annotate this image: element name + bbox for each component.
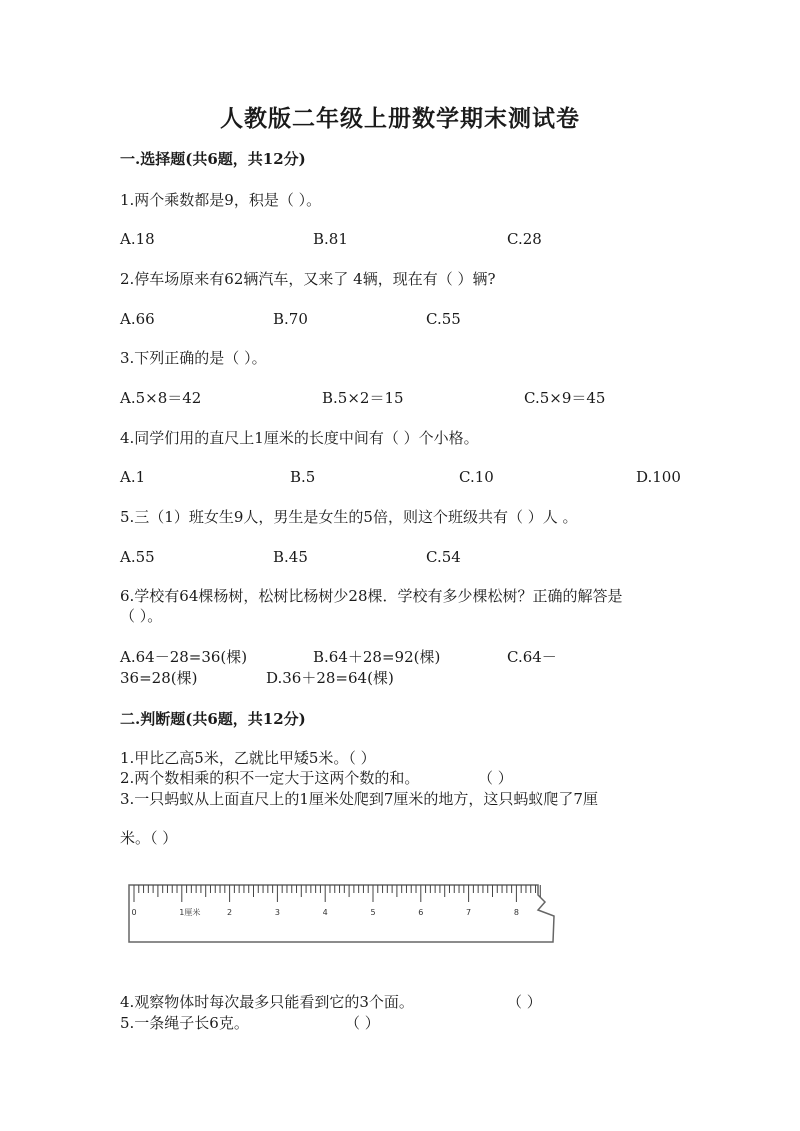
question-4-option-a: A.1: [120, 468, 146, 486]
question-5-option-b: B.45: [273, 548, 308, 566]
question-6-option-b: B.64＋28=92(棵): [313, 648, 441, 666]
question-6-stem-line-1: 6.学校有64棵杨树，松树比杨树少28棵．学校有多少棵松树？正确的解答是: [120, 587, 623, 605]
section-1-heading: 一.选择题(共6题，共12分): [120, 150, 306, 168]
question-2-option-a: A.66: [120, 310, 155, 328]
judge-item-1: 1.甲比乙高5米，乙就比甲矮5米。（ ）: [120, 749, 376, 767]
section-2-heading: 二.判断题(共6题，共12分): [120, 710, 306, 728]
question-1-option-a: A.18: [120, 230, 155, 248]
judge-item-5: 5.一条绳子长6克。: [120, 1014, 249, 1032]
question-3-option-c: C.5×9＝45: [524, 389, 606, 407]
judge-item-4: 4.观察物体时每次最多只能看到它的3个面。: [120, 993, 414, 1011]
ruler-label: 8: [513, 908, 519, 917]
question-4-option-b: B.5: [290, 468, 316, 486]
ruler-label: 4: [322, 908, 328, 917]
question-2-option-b: B.70: [273, 310, 308, 328]
question-6-stem-line-2: （ ）。: [120, 607, 163, 625]
ruler-label: 0: [131, 908, 137, 917]
question-2-stem: 2.停车场原来有62辆汽车，又来了 4辆，现在有（ ）辆?: [120, 270, 496, 288]
question-1-stem: 1.两个乘数都是9，积是（ ）。: [120, 191, 322, 209]
judge-item-5-blank: （ ）: [345, 1014, 380, 1032]
ruler-label: 6: [418, 908, 424, 917]
question-4-option-d: D.100: [636, 468, 681, 486]
question-4-option-c: C.10: [459, 468, 494, 486]
judge-item-2: 2.两个数相乘的积不一定大于这两个数的和。: [120, 769, 420, 787]
ruler-label: 7: [466, 908, 472, 917]
ruler-label: 2: [227, 908, 233, 917]
ruler-image: [126, 880, 562, 946]
question-6-option-c: C.64－: [507, 648, 557, 666]
question-5-stem: 5.三（1）班女生9人，男生是女生的5倍，则这个班级共有（ ）人 。: [120, 508, 578, 526]
question-6-option-c-continued: 36=28(棵): [120, 669, 198, 687]
ruler-label: 5: [370, 908, 376, 917]
ruler-label: 3: [274, 908, 280, 917]
page-title: 人教版二年级上册数学期末测试卷: [220, 105, 580, 132]
question-5-option-c: C.54: [426, 548, 461, 566]
question-3-option-a: A.5×8＝42: [120, 389, 202, 407]
question-6-option-a: A.64－28=36(棵): [120, 648, 248, 666]
question-3-option-b: B.5×2＝15: [322, 389, 404, 407]
judge-item-3-line-1: 3.一只蚂蚁从上面直尺上的1厘米处爬到7厘米的地方，这只蚂蚁爬了7厘: [120, 790, 598, 808]
judge-item-3-line-2: 米。（ ）: [120, 829, 178, 847]
question-6-option-d: D.36＋28=64(棵): [266, 669, 394, 687]
judge-item-2-blank: （ ）: [478, 769, 513, 787]
judge-item-4-blank: （ ）: [507, 993, 542, 1011]
ruler-label: 1厘米: [179, 908, 201, 917]
question-1-option-c: C.28: [507, 230, 542, 248]
question-5-option-a: A.55: [120, 548, 155, 566]
question-1-option-b: B.81: [313, 230, 348, 248]
question-3-stem: 3.下列正确的是（ ）。: [120, 349, 267, 367]
question-2-option-c: C.55: [426, 310, 461, 328]
question-4-stem: 4.同学们用的直尺上1厘米的长度中间有（ ）个小格。: [120, 429, 479, 447]
